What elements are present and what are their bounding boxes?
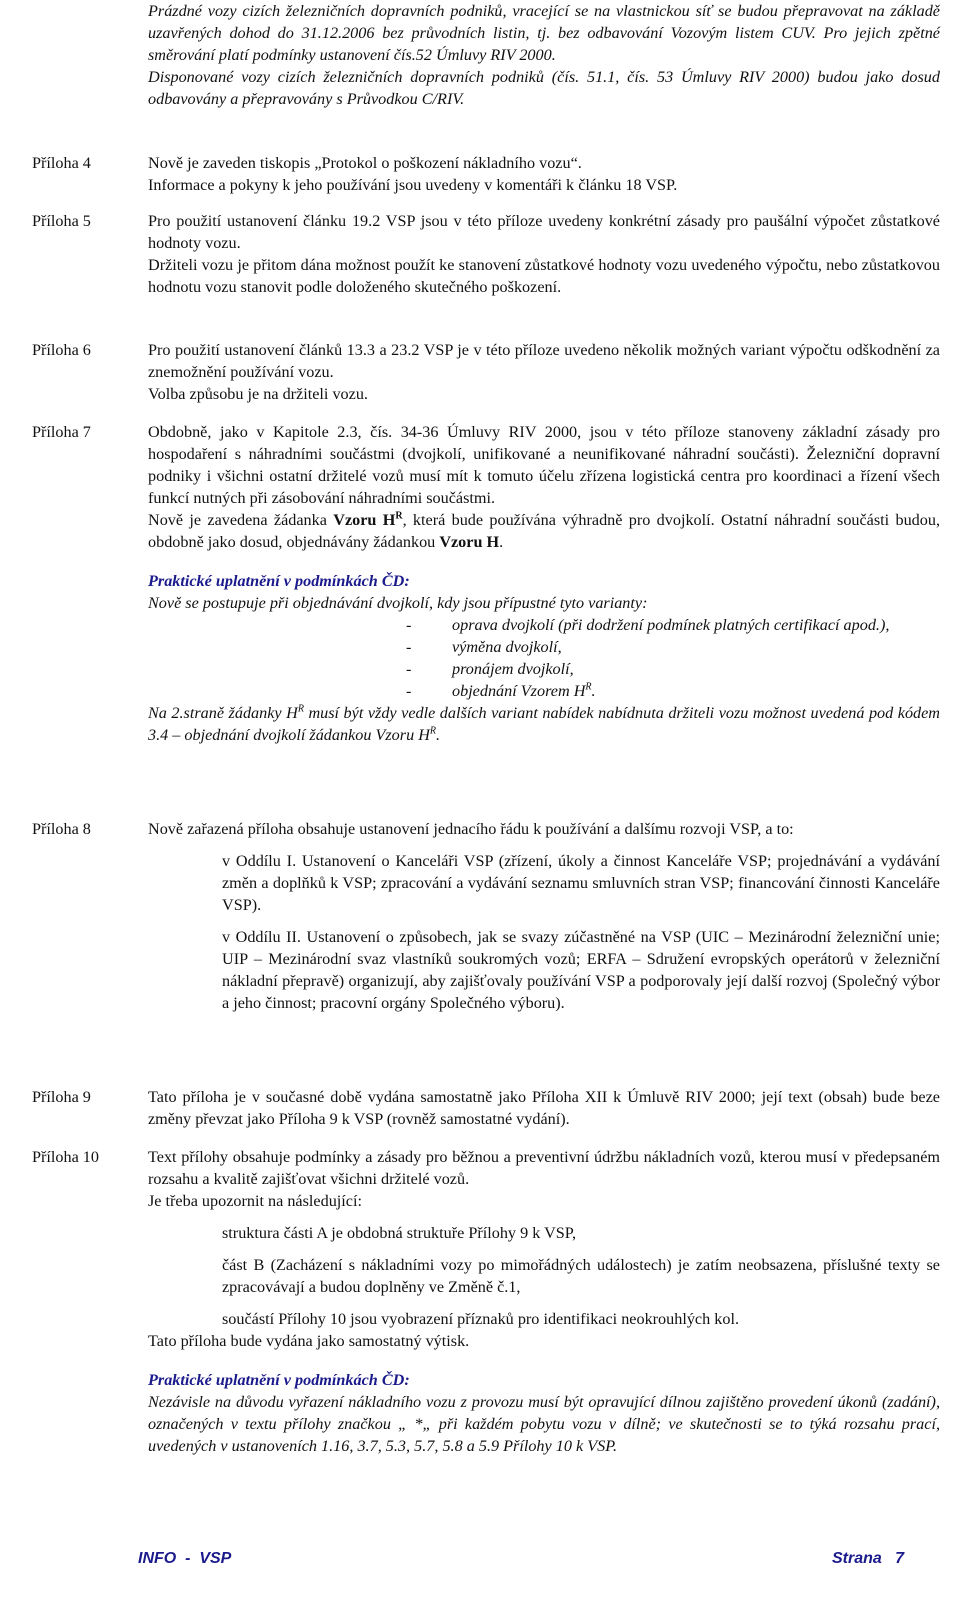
variant-text: výměna dvojkolí, [452,638,562,656]
variant-text: pronájem dvojkolí, [452,660,574,678]
annex-7-note-b: musí být vždy vedle dalších variant nabídek nabídnuta držiteli vozu možnost uvedená pod kódem 3.4 – objednání dvojkolí žádankou Vzoru H [148,704,940,744]
variant-text-main: objednání Vzorem H [452,682,586,700]
annex-6-paragraph-1: Pro použití ustanovení článků 13.3 a 23.2 VSP je v této příloze uvedeno několik možných variant výpočtu odškodnění za znemožnění používání vozu. [148,341,940,381]
intro-paragraph-2: Disponované vozy cizích železničních dopravních podniků (čís. 51.1, čís. 53 Úmluvy RIV 2000) budou jako dosud odbavovány a přepravovány s Průvodkou C/RIV. [148,68,940,108]
annex-10-section [148,1146,940,1457]
annex-5-label: Příloha 5 [32,212,91,230]
variant-item [406,636,940,658]
annex-4-label: Příloha 4 [32,154,91,172]
annex-10-practical-heading: Praktické uplatnění v podmínkách ČD: [148,1371,410,1389]
variant-item [406,658,940,680]
annex-7-p2-text-a: Nově je zavedena žádanka [148,511,334,529]
annex-4-section [148,152,940,196]
footer-title: INFO - VSP [138,1550,232,1567]
annex-7-paragraph-2 [148,509,940,553]
annex-10-paragraph-2: Je třeba upozornit na následující: [148,1192,362,1210]
annex-7-practical-intro: Nově se postupuje při objednávání dvojkolí, kdy jsou přípustné tyto varianty: [148,594,648,612]
annex-7-note-c: . [436,726,441,744]
annex-10-paragraph-1: Text přílohy obsahuje podmínky a zásady pro běžnou a preventivní údržbu nákladních vozů, kterou musí v předepsaném rozsahu a kvalitě zajišťovat všichni držitelé vozů. [148,1148,940,1188]
annex-10-label: Příloha 10 [32,1148,99,1166]
annex-8-subsection-1: v Oddílu I. Ustanovení o Kanceláři VSP (zřízení, úkoly a činnost Kanceláře VSP; projednávání a vydávání změn a doplňků k VSP; zpracování a vydávání seznamu smluvních stran VSP; financování činnosti Kanceláře VSP). [222,852,940,914]
annex-7-section [148,421,940,746]
annex-7-p2-text-e: . [499,533,504,551]
annex-10-practical-text: Nezávisle na důvodu vyřazení nákladního vozu z provozu musí být opravující dílnou zajištěno provedení úkonů (zadání), označených v textu přílohy značkou „ *„ při každém pobytu vozu v dílně; ve skutečnosti se to týká rozsahu prací, uvedených v ustanoveních 1.16, 3.7, 5.3, 5.7, 5.8 a 5.9 Přílohy 10 k VSP. [148,1393,940,1455]
annex-7-form-ref-1-sup: R [395,510,403,522]
annex-7-label: Příloha 7 [32,423,91,441]
variant-dash: - [406,638,412,656]
annex-9-label: Příloha 9 [32,1088,91,1106]
annex-4-paragraph-1: Nově je zaveden tiskopis „Protokol o poškození nákladního vozu“. [148,154,582,172]
annex-7-note-sup-2: R [429,725,437,737]
annex-6-paragraph-2: Volba způsobu je na držiteli vozu. [148,385,368,403]
annex-7-paragraph-1: Obdobně, jako v Kapitole 2.3, čís. 34-36 Úmluvy RIV 2000, jsou v této příloze stanoveny základní zásady pro hospodaření s náhradními součástmi (dvojkolí, unifikované a neunifikované náhradní součásti). Železniční dopravní podniky i všichni ostatní držitelé vozů musí mít k tomuto účelu zřízena logistická centra pro koordinaci a řízení všech funkcí nutných při zásobování náhradními součástmi. [148,423,940,507]
annex-10-item-3: součástí Přílohy 10 jsou vyobrazení příznaků pro identifikaci neokrouhlých kol. [222,1310,739,1328]
annex-10-paragraph-3: Tato příloha bude vydána jako samostatný výtisk. [148,1332,470,1350]
annex-5-paragraph-1: Pro použití ustanovení článku 19.2 VSP jsou v této příloze uvedeny konkrétní zásady pro paušální výpočet zůstatkové hodnoty vozu. [148,212,940,252]
annex-8-section [148,818,940,1014]
annex-10-item-2: část B (Zacházení s nákladními vozy po mimořádných událostech) je zatím neobsazena, příslušné texty se zpracovávají a budou doplněny ve Změně č.1, [222,1256,940,1296]
annex-5-section [148,210,940,298]
page-footer [138,1548,904,1570]
annex-5-paragraph-2: Držiteli vozu je přitom dána možnost použít ke stanovení zůstatkové hodnoty vozu uvedeného výpočtu, nebo zůstatkovou hodnotu vozu stanovit podle doloženého skutečného poškození. [148,256,940,296]
variant-text: oprava dvojkolí (při dodržení podmínek platných certifikací apod.), [452,616,890,634]
annex-7-form-ref-1: Vzoru H [333,511,396,529]
variant-sup: R [585,681,592,693]
annex-9-section [148,1086,940,1130]
variant-end: . [591,682,596,700]
annex-6-label: Příloha 6 [32,341,91,359]
annex-8-paragraph-1: Nově zařazená příloha obsahuje ustanovení jednacího řádu k používání a dalšímu rozvoji VSP, a to: [148,820,794,838]
annex-9-paragraph-1: Tato příloha je v současné době vydána samostatně jako Příloha XII k Úmluvě RIV 2000; její text (obsah) bude beze změny převzat jako Příloha 9 k VSP (rovněž samostatné vydání). [148,1088,940,1128]
annex-10-item-1: struktura části A je obdobná struktuře Přílohy 9 k VSP, [222,1224,577,1242]
annex-7-practical-heading: Praktické uplatnění v podmínkách ČD: [148,572,410,590]
annex-8-label: Příloha 8 [32,820,91,838]
footer-page-number: Strana 7 [831,1550,904,1567]
annex-7-note-sup-1: R [297,703,304,715]
annex-8-subsection-2: v Oddílu II. Ustanovení o způsobech, jak se svazy zúčastněné na VSP (UIC – Mezinárodní železniční unie; UIP – Mezinárodní svaz vlastníků soukromých vozů; ERFA – Sdružení evropských operátorů v železniční nákladní přepravě) organizují, aby zajišťovaly používání VSP a podporovaly její další rozvoj (Společný výbor a jeho činnost; pracovní orgány Společného výboru). [222,928,940,1012]
intro-paragraph-1: Prázdné vozy cizích železničních dopravních podniků, vracející se na vlastnickou síť se budou přepravovat na základě uzavřených dohod do 31.12.2006 bez průvodních listin, tj. bez odbavování Vozovým listem CUV. Pro jejich zpětné směrování platí podmínky ustanovení čís.52 Úmluvy RIV 2000. [148,2,940,64]
annex-4-paragraph-2: Informace a pokyny k jeho používání jsou uvedeny v komentáři k článku 18 VSP. [148,176,678,194]
intro-section [148,0,940,110]
annex-7-p2-text-c: , která bude používána výhradně pro dvojkolí. Ostatní náhradní součásti budou, obdobně jako dosud, objednávány žádankou [148,511,940,551]
variant-text [452,680,940,702]
variant-item [406,614,940,636]
annex-6-section [148,339,940,405]
variant-dash: - [406,660,412,678]
variant-item [406,680,940,702]
variant-dash: - [406,616,412,634]
annex-7-form-ref-2: Vzoru H [439,533,500,551]
annex-7-note [148,702,940,746]
annex-7-note-a: Na 2.straně žádanky H [148,704,298,722]
variant-dash: - [406,682,412,700]
